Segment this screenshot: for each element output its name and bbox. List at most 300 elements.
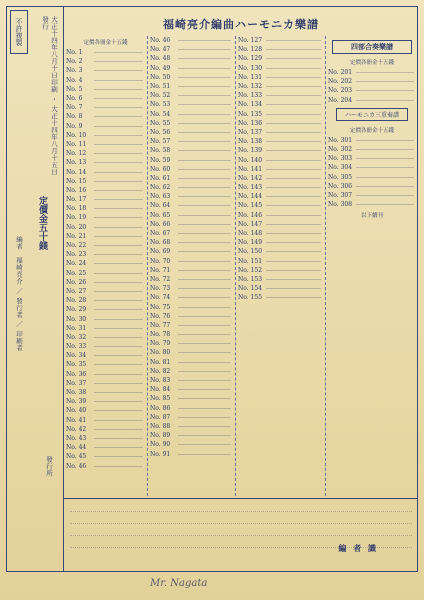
list-item: [236, 119, 325, 128]
publisher: 發行所: [45, 456, 53, 477]
item-number: No. 29: [66, 306, 87, 314]
entry-placeholder: [266, 160, 321, 161]
entry-placeholder: [266, 114, 321, 115]
list-item: [148, 165, 235, 174]
item-number: No. 15: [66, 177, 87, 185]
list-item: [236, 110, 325, 119]
item-number: No. 81: [150, 358, 171, 366]
entry-placeholder: [178, 224, 231, 225]
item-number: No. 87: [150, 413, 171, 421]
item-number: No. 75: [150, 303, 171, 311]
entry-placeholder: [94, 364, 143, 365]
item-number: No. 41: [66, 416, 87, 424]
list-item: [64, 379, 147, 388]
list-item: [64, 186, 147, 195]
item-number: No. 2: [66, 58, 83, 66]
item-number: No. 65: [150, 211, 171, 219]
list-item: [148, 238, 235, 247]
entry-placeholder: [178, 297, 231, 298]
list-item: [326, 191, 418, 200]
item-number: No. 59: [150, 156, 171, 164]
item-number: No. 127: [238, 37, 263, 45]
list-item: [148, 73, 235, 82]
list-item: [64, 204, 147, 213]
entry-placeholder: [94, 309, 143, 310]
to-be-continued: 以下續刊: [360, 213, 383, 220]
list-item: [64, 296, 147, 305]
item-number: No. 144: [238, 193, 263, 201]
item-number: No. 51: [150, 83, 171, 91]
entry-placeholder: [178, 435, 231, 436]
list-item: [326, 154, 418, 163]
list-item: [148, 348, 235, 357]
list-item: [148, 192, 235, 201]
list-item: [64, 269, 147, 278]
item-number: No. 143: [238, 184, 263, 192]
entry-placeholder: [94, 107, 143, 108]
item-number: No. 52: [150, 92, 171, 100]
item-number: No. 5: [66, 85, 83, 93]
list-item: [64, 342, 147, 351]
list-item: [64, 333, 147, 342]
list-item: [326, 86, 418, 95]
entry-placeholder: [94, 144, 143, 145]
list-item: [64, 314, 147, 323]
list-item: [148, 82, 235, 91]
item-number: No. 55: [150, 119, 171, 127]
entry-placeholder: [178, 316, 231, 317]
item-number: No. 72: [150, 275, 171, 283]
entry-placeholder: [356, 149, 414, 150]
item-number: No. 132: [238, 83, 263, 91]
entry-placeholder: [94, 273, 143, 274]
entry-placeholder: [266, 233, 321, 234]
entry-placeholder: [94, 300, 143, 301]
editor-signature: 編 者 識: [338, 543, 378, 553]
entry-placeholder: [266, 169, 321, 170]
item-number: No. 128: [238, 46, 263, 54]
list-item: [236, 91, 325, 100]
list-item: [64, 360, 147, 369]
entry-placeholder: [94, 199, 143, 200]
item-number: No. 70: [150, 257, 171, 265]
entry-placeholder: [266, 58, 321, 59]
column-4: [326, 36, 418, 496]
item-number: No. 134: [238, 101, 263, 109]
entry-placeholder: [178, 104, 231, 105]
item-number: No. 12: [66, 150, 87, 158]
entry-placeholder: [266, 141, 321, 142]
entry-placeholder: [178, 169, 231, 170]
item-number: No. 68: [150, 239, 171, 247]
entry-placeholder: [94, 401, 143, 402]
entry-placeholder: [266, 49, 321, 50]
list-item: [148, 91, 235, 100]
item-number: No. 139: [238, 147, 263, 155]
item-number: No. 26: [66, 278, 87, 286]
ensemble-section-title: 四部合奏樂譜: [332, 40, 412, 54]
list-item: [236, 183, 325, 192]
entry-placeholder: [178, 114, 231, 115]
entry-placeholder: [266, 150, 321, 151]
list-item: [148, 422, 235, 431]
item-number: No. 141: [238, 165, 263, 173]
list-item: [236, 257, 325, 266]
item-number: No. 43: [66, 434, 87, 442]
list-item: [64, 287, 147, 296]
list-item: [64, 149, 147, 158]
item-number: No. 302: [328, 146, 353, 154]
item-number: No. 24: [66, 260, 87, 268]
list-item: [148, 404, 235, 413]
item-number: No. 140: [238, 156, 263, 164]
entry-placeholder: [94, 190, 143, 191]
entry-placeholder: [178, 58, 231, 59]
item-number: No. 150: [238, 248, 263, 256]
entry-placeholder: [178, 343, 231, 344]
list-item: [148, 220, 235, 229]
colophon-column: [6, 6, 64, 572]
list-item: [236, 45, 325, 54]
list-item: [148, 201, 235, 210]
item-number: No. 64: [150, 202, 171, 210]
item-number: No. 130: [238, 64, 263, 72]
entry-placeholder: [266, 242, 321, 243]
entry-placeholder: [178, 444, 231, 445]
item-number: No. 153: [238, 275, 263, 283]
item-number: No. 62: [150, 184, 171, 192]
list-item: [148, 394, 235, 403]
item-number: No. 49: [150, 64, 171, 72]
list-item: [148, 155, 235, 164]
entry-placeholder: [266, 261, 321, 262]
entry-placeholder: [178, 123, 231, 124]
entry-placeholder: [178, 233, 231, 234]
list-item: [64, 85, 147, 94]
entry-placeholder: [178, 141, 231, 142]
entry-placeholder: [356, 158, 414, 159]
list-item: [236, 275, 325, 284]
list-item: [148, 330, 235, 339]
item-number: No. 31: [66, 324, 87, 332]
item-number: No. 50: [150, 73, 171, 81]
entry-placeholder: [94, 392, 143, 393]
item-number: No. 33: [66, 343, 87, 351]
item-number: No. 151: [238, 257, 263, 265]
list-item: [148, 128, 235, 137]
entry-placeholder: [178, 334, 231, 335]
list-item: [148, 358, 235, 367]
entry-placeholder: [94, 162, 143, 163]
list-item: [64, 370, 147, 379]
item-number: No. 11: [66, 140, 87, 148]
entry-placeholder: [94, 319, 143, 320]
item-number: No. 42: [66, 425, 87, 433]
item-number: No. 73: [150, 285, 171, 293]
list-item: [148, 385, 235, 394]
entry-placeholder: [266, 224, 321, 225]
entry-placeholder: [94, 346, 143, 347]
list-item: [326, 145, 418, 154]
item-number: No. 77: [150, 321, 171, 329]
item-number: No. 129: [238, 55, 263, 63]
list-item: [148, 339, 235, 348]
list-item: [326, 77, 418, 86]
entry-placeholder: [94, 291, 143, 292]
entry-placeholder: [266, 95, 321, 96]
entry-placeholder: [178, 178, 231, 179]
entry-placeholder: [94, 429, 143, 430]
entry-placeholder: [94, 52, 143, 53]
list-item: [236, 165, 325, 174]
list-item: [148, 275, 235, 284]
item-number: No. 154: [238, 285, 263, 293]
item-number: No. 48: [150, 55, 171, 63]
entry-placeholder: [178, 160, 231, 161]
item-number: No. 53: [150, 101, 171, 109]
list-item: [236, 36, 325, 45]
item-number: No. 304: [328, 164, 353, 172]
item-number: No. 152: [238, 266, 263, 274]
list-item: [148, 321, 235, 330]
item-number: No. 18: [66, 205, 87, 213]
list-item: [326, 163, 418, 172]
list-item: [148, 376, 235, 385]
entry-placeholder: [94, 245, 143, 246]
list-item: [326, 200, 418, 209]
entry-placeholder: [178, 86, 231, 87]
column-header: 定價各冊金十五錢: [83, 40, 128, 46]
entry-placeholder: [94, 456, 143, 457]
item-number: No. 66: [150, 220, 171, 228]
item-number: No. 88: [150, 422, 171, 430]
entry-placeholder: [178, 371, 231, 372]
item-number: No. 16: [66, 186, 87, 194]
item-number: No. 89: [150, 432, 171, 440]
item-number: No. 71: [150, 266, 171, 274]
item-number: No. 27: [66, 287, 87, 295]
listing-columns: [64, 36, 418, 496]
list-item: [326, 136, 418, 145]
entry-placeholder: [266, 178, 321, 179]
item-number: No. 46: [150, 37, 171, 45]
entry-placeholder: [356, 81, 414, 82]
list-item: [148, 54, 235, 63]
entry-placeholder: [178, 215, 231, 216]
item-number: No. 1: [66, 49, 83, 57]
entry-placeholder: [94, 355, 143, 356]
list-item: [64, 140, 147, 149]
entry-placeholder: [178, 380, 231, 381]
entry-placeholder: [356, 186, 414, 187]
entry-placeholder: [94, 98, 143, 99]
list-item: [236, 293, 325, 302]
entry-placeholder: [178, 261, 231, 262]
list-item: [64, 158, 147, 167]
list-item: [64, 94, 147, 103]
entry-placeholder: [178, 68, 231, 69]
list-item: [236, 137, 325, 146]
list-item: [236, 247, 325, 256]
item-number: No. 79: [150, 340, 171, 348]
entry-placeholder: [266, 187, 321, 188]
entry-placeholder: [94, 70, 143, 71]
list-item: [326, 182, 418, 191]
entry-placeholder: [94, 61, 143, 62]
item-number: No. 306: [328, 182, 353, 190]
entry-placeholder: [94, 172, 143, 173]
item-number: No. 137: [238, 128, 263, 136]
list-item: [236, 64, 325, 73]
item-number: No. 17: [66, 196, 87, 204]
entry-placeholder: [178, 454, 231, 455]
list-item: [148, 211, 235, 220]
entry-placeholder: [266, 77, 321, 78]
item-number: No. 25: [66, 269, 87, 277]
list-item: [148, 431, 235, 440]
list-item: [148, 229, 235, 238]
list-item: [148, 284, 235, 293]
item-number: No. 307: [328, 191, 353, 199]
entry-placeholder: [266, 68, 321, 69]
item-number: No. 149: [238, 239, 263, 247]
entry-placeholder: [178, 205, 231, 206]
list-item: [236, 100, 325, 109]
list-item: [64, 213, 147, 222]
entry-placeholder: [94, 236, 143, 237]
list-item: [236, 220, 325, 229]
list-item: [148, 45, 235, 54]
entry-placeholder: [178, 362, 231, 363]
item-number: No. 61: [150, 174, 171, 182]
item-number: No. 22: [66, 242, 87, 250]
item-number: No. 9: [66, 122, 83, 130]
publication-dates: 大正十四年八月十日印刷 ・ 大正十四年八月十五日發行: [41, 16, 58, 176]
entry-placeholder: [178, 408, 231, 409]
trio-section-title: ハーモニカ三重奏譜: [336, 108, 408, 121]
item-number: No. 74: [150, 294, 171, 302]
list-item: [64, 461, 147, 470]
item-number: No. 82: [150, 367, 171, 375]
item-number: No. 78: [150, 331, 171, 339]
item-number: No. 91: [150, 450, 171, 458]
entry-placeholder: [94, 126, 143, 127]
entry-placeholder: [178, 95, 231, 96]
list-item: [64, 167, 147, 176]
item-number: No. 202: [328, 78, 353, 86]
item-number: No. 201: [328, 69, 353, 77]
list-item: [64, 351, 147, 360]
entry-placeholder: [94, 227, 143, 228]
list-item: [148, 413, 235, 422]
entry-placeholder: [178, 288, 231, 289]
item-number: No. 10: [66, 131, 87, 139]
item-number: No. 13: [66, 159, 87, 167]
item-number: No. 28: [66, 297, 87, 305]
item-number: No. 60: [150, 165, 171, 173]
list-item: [148, 266, 235, 275]
item-number: No. 83: [150, 377, 171, 385]
list-item: [64, 57, 147, 66]
entry-placeholder: [94, 447, 143, 448]
list-item: [148, 449, 235, 458]
entry-placeholder: [178, 150, 231, 151]
item-number: No. 138: [238, 138, 263, 146]
entry-placeholder: [266, 215, 321, 216]
column-1: [64, 36, 148, 496]
no-copy-stamp: 不許複製: [10, 10, 28, 54]
list-item: [148, 312, 235, 321]
list-item: [64, 278, 147, 287]
list-item: [326, 68, 418, 77]
entry-placeholder: [178, 389, 231, 390]
entry-placeholder: [94, 337, 143, 338]
entry-placeholder: [266, 123, 321, 124]
item-number: No. 40: [66, 407, 87, 415]
item-number: No. 57: [150, 138, 171, 146]
list-item: [64, 223, 147, 232]
entry-placeholder: [266, 40, 321, 41]
list-item: [148, 64, 235, 73]
item-number: No. 56: [150, 128, 171, 136]
entry-placeholder: [94, 153, 143, 154]
entry-placeholder: [94, 328, 143, 329]
entry-placeholder: [266, 104, 321, 105]
list-item: [64, 425, 147, 434]
list-item: [64, 177, 147, 186]
entry-placeholder: [178, 279, 231, 280]
list-item: [148, 137, 235, 146]
item-number: No. 136: [238, 119, 263, 127]
item-number: No. 86: [150, 404, 171, 412]
entry-placeholder: [178, 270, 231, 271]
list-item: [236, 82, 325, 91]
main-listing: [64, 6, 418, 572]
list-item: [64, 66, 147, 75]
entry-placeholder: [94, 263, 143, 264]
entry-placeholder: [94, 116, 143, 117]
item-number: No. 32: [66, 333, 87, 341]
list-item: [236, 201, 325, 210]
entry-placeholder: [94, 135, 143, 136]
entry-placeholder: [94, 420, 143, 421]
item-number: No. 44: [66, 444, 87, 452]
entry-placeholder: [94, 438, 143, 439]
entry-placeholder: [178, 77, 231, 78]
entry-placeholder: [94, 217, 143, 218]
entry-placeholder: [178, 325, 231, 326]
item-number: No. 54: [150, 110, 171, 118]
item-number: No. 67: [150, 230, 171, 238]
item-number: No. 85: [150, 395, 171, 403]
list-item: [148, 146, 235, 155]
entry-placeholder: [178, 417, 231, 418]
list-item: [148, 293, 235, 302]
item-number: No. 7: [66, 104, 83, 112]
entry-placeholder: [94, 181, 143, 182]
list-item: [64, 434, 147, 443]
item-number: No. 147: [238, 220, 263, 228]
entry-placeholder: [178, 40, 231, 41]
entry-placeholder: [178, 307, 231, 308]
item-number: No. 90: [150, 441, 171, 449]
list-item: [236, 211, 325, 220]
item-number: No. 35: [66, 361, 87, 369]
item-number: No. 63: [150, 193, 171, 201]
item-number: No. 4: [66, 76, 83, 84]
price-label: 定價金五十錢: [37, 196, 47, 250]
entry-placeholder: [178, 49, 231, 50]
